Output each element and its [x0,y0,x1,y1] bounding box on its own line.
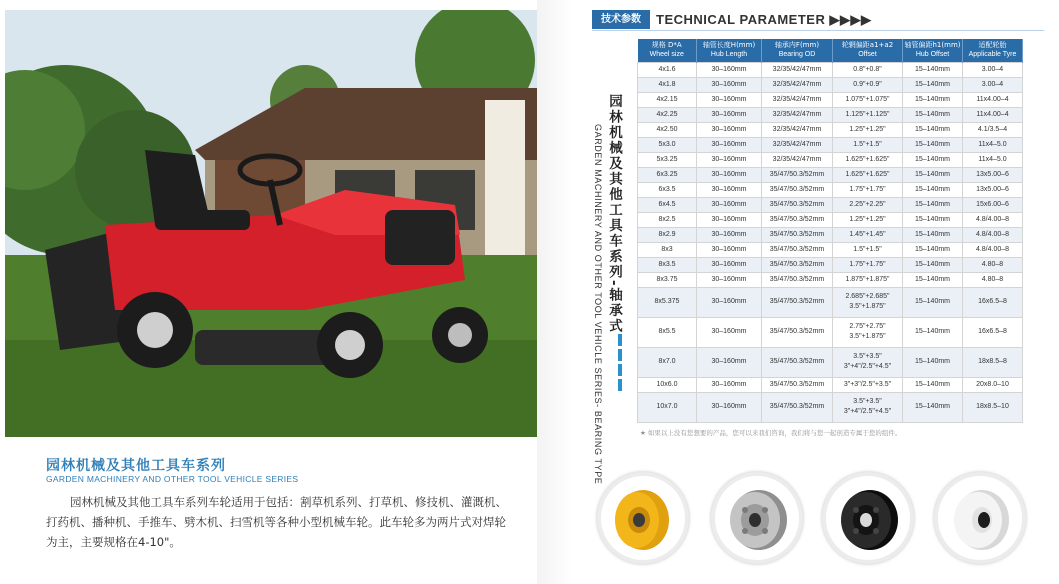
table-row [638,152,1023,167]
cell-hub-length: 30–160mm [697,242,762,257]
table-row [638,182,1023,197]
footnote: ★ 如果以上没有您想要的产品，您可以来我们咨询，我们将与您一起创造专属于您的组件。 [640,429,902,437]
table-row [638,77,1023,92]
cell-hub-offset: 15–140mm [903,347,963,377]
cell-hub-length: 30–160mm [697,92,762,107]
cell-hub-offset: 15–140mm [903,392,963,422]
offset-line-1: 2.685"+2.685" [845,293,890,300]
table-row [638,317,1023,347]
cell-offset: 1.75"+1.75" [833,182,903,197]
cell-wheel-size: 10x6.0 [638,377,697,392]
cell-offset [833,317,903,347]
cell-hub-offset: 15–140mm [903,167,963,182]
cell-offset: 1.625"+1.625" [833,167,903,182]
table-row [638,257,1023,272]
cell-hub-offset: 15–140mm [903,137,963,152]
table-row [638,107,1023,122]
cell-hub-length: 30–160mm [697,377,762,392]
cell-offset: 2.25"+2.25" [833,197,903,212]
table-row [638,287,1023,317]
cell-applicable-tyre: 11x4–5.0 [963,152,1023,167]
offset-line-1: 2.75"+2.75" [849,323,886,330]
cell-wheel-size: 4x1.6 [638,62,697,77]
offset-line-1: 3.5"+3.5" [853,398,882,405]
cell-applicable-tyre: 4.1/3.5–4 [963,122,1023,137]
cell-applicable-tyre: 16x6.5–8 [963,287,1023,317]
spec-table-header [638,39,1023,62]
header-applicable-tyre: 适配轮胎 Applicable Tyre [963,39,1023,62]
cell-wheel-size: 6x3.5 [638,182,697,197]
cell-wheel-size: 4x1.8 [638,77,697,92]
offset-line-2: 3"+4"/2.5"+4.5" [843,363,892,370]
vertical-series-title-cn: 园林机械及其他工具车系列-轴承式 [606,94,622,335]
cell-wheel-size: 8x2.9 [638,227,697,242]
header-hub-length: 轴管长度H(mm) Hub Length [697,39,762,62]
table-row [638,242,1023,257]
cell-hub-length: 30–160mm [697,167,762,182]
page-spine-shadow [537,0,597,584]
white-wheel-icon [934,472,1026,564]
cell-hub-offset: 15–140mm [903,257,963,272]
cell-bearing-od: 35/47/50.3/52mm [762,227,833,242]
spec-table-body [638,62,1023,422]
cell-wheel-size: 8x3 [638,242,697,257]
vertical-series-title-en: GARDEN MACHINERY AND OTHER TOOL VEHICLE SERIES- BEARING TYPE [593,124,603,485]
header-hub-offset: 轴管偏距h1(mm) Hub Offset [903,39,963,62]
cell-hub-length: 30–160mm [697,317,762,347]
cell-bearing-od: 35/47/50.3/52mm [762,272,833,287]
yellow-wheel-icon [597,472,689,564]
section-subtitle: GARDEN MACHINERY AND OTHER TOOL VEHICLE SERIES [46,474,299,484]
cell-wheel-size: 6x3.25 [638,167,697,182]
cell-wheel-size: 4x2.15 [638,92,697,107]
cell-applicable-tyre: 13x5.00–6 [963,182,1023,197]
header-divider [592,30,1044,31]
technical-parameter-badge: 技术参数 [592,10,650,29]
lawn-tractor-photo [5,10,537,437]
cell-wheel-size: 4x2.50 [638,122,697,137]
section-title: 园林机械及其他工具车系列 [46,458,226,474]
cell-offset: 1.875"+1.875" [833,272,903,287]
cell-bearing-od: 35/47/50.3/52mm [762,167,833,182]
table-row [638,92,1023,107]
cell-bearing-od: 32/35/42/47mm [762,137,833,152]
cell-hub-offset: 15–140mm [903,182,963,197]
cell-offset: 1.5"+1.5" [833,242,903,257]
cell-wheel-size: 4x2.25 [638,107,697,122]
table-row [638,62,1023,77]
cell-hub-offset: 15–140mm [903,62,963,77]
cell-bearing-od: 35/47/50.3/52mm [762,242,833,257]
cell-wheel-size: 8x5.5 [638,317,697,347]
table-row [638,272,1023,287]
cell-applicable-tyre: 11x4–5.0 [963,137,1023,152]
cell-applicable-tyre: 16x6.5–8 [963,317,1023,347]
cell-hub-offset: 15–140mm [903,242,963,257]
cell-offset: 1.075"+1.075" [833,92,903,107]
table-row [638,122,1023,137]
cell-offset: 3"+3"/2.5"+3.5" [833,377,903,392]
cell-hub-length: 30–160mm [697,137,762,152]
cell-applicable-tyre: 15x6.00–6 [963,197,1023,212]
table-row [638,197,1023,212]
table-row [638,377,1023,392]
cell-hub-offset: 15–140mm [903,152,963,167]
cell-offset: 1.25"+1.25" [833,212,903,227]
spec-table [637,39,1023,423]
cell-hub-length: 30–160mm [697,272,762,287]
section-description: 园林机械及其他工具车系列车轮适用于包括：割草机系列、打草机、修技机、灌溉机、打药机、播种机、手推车、劈木机、扫雪机等各种小型机械车轮。此车轮多为两片式对焊轮为主，主要规格在4-10"。 [46,495,507,549]
cell-hub-offset: 15–140mm [903,107,963,122]
cell-bearing-od: 35/47/50.3/52mm [762,257,833,272]
cell-bearing-od: 32/35/42/47mm [762,62,833,77]
cell-bearing-od: 35/47/50.3/52mm [762,392,833,422]
silver-wheel-icon [711,472,803,564]
cell-hub-length: 30–160mm [697,392,762,422]
cell-applicable-tyre: 11x4.00–4 [963,107,1023,122]
cell-offset [833,392,903,422]
cell-applicable-tyre: 4.80–8 [963,272,1023,287]
cell-hub-length: 30–160mm [697,77,762,92]
vertical-accent-bars [618,334,622,394]
cell-offset [833,347,903,377]
cell-bearing-od: 35/47/50.3/52mm [762,377,833,392]
cell-bearing-od: 35/47/50.3/52mm [762,347,833,377]
table-row [638,227,1023,242]
cell-offset [833,287,903,317]
cell-wheel-size: 8x5.375 [638,287,697,317]
cell-bearing-od: 35/47/50.3/52mm [762,182,833,197]
table-row [638,137,1023,152]
cell-hub-offset: 15–140mm [903,287,963,317]
cell-offset: 1.25"+1.25" [833,122,903,137]
offset-line-2: 3"+4"/2.5"+4.5" [843,408,892,415]
cell-hub-length: 30–160mm [697,62,762,77]
cell-applicable-tyre: 4.8/4.00–8 [963,227,1023,242]
cell-hub-offset: 15–140mm [903,122,963,137]
cell-offset: 0.9"+0.9" [833,77,903,92]
cell-hub-offset: 15–140mm [903,212,963,227]
cell-applicable-tyre: 3.00–4 [963,62,1023,77]
black-wheel-icon [822,472,914,564]
cell-hub-length: 30–160mm [697,197,762,212]
table-row [638,167,1023,182]
cell-bearing-od: 32/35/42/47mm [762,122,833,137]
cell-wheel-size: 8x2.5 [638,212,697,227]
table-row [638,392,1023,422]
cell-hub-length: 30–160mm [697,182,762,197]
cell-offset: 1.45"+1.45" [833,227,903,242]
cell-hub-length: 30–160mm [697,122,762,137]
cell-bearing-od: 35/47/50.3/52mm [762,287,833,317]
table-row [638,347,1023,377]
cell-offset: 1.625"+1.625" [833,152,903,167]
cell-offset: 1.125"+1.125" [833,107,903,122]
cell-hub-offset: 15–140mm [903,197,963,212]
cell-offset: 1.75"+1.75" [833,257,903,272]
cell-applicable-tyre: 13x5.00–6 [963,167,1023,182]
cell-hub-length: 30–160mm [697,107,762,122]
cell-wheel-size: 10x7.0 [638,392,697,422]
cell-applicable-tyre: 11x4.00–4 [963,92,1023,107]
cell-wheel-size: 5x3.0 [638,137,697,152]
header-wheel-size: 规格 D*A Wheel size [638,39,697,62]
cell-wheel-size: 6x4.5 [638,197,697,212]
cell-hub-offset: 15–140mm [903,377,963,392]
header-bearing-od: 轴承内F(mm) Bearing OD [762,39,833,62]
cell-offset: 1.5"+1.5" [833,137,903,152]
cell-hub-length: 30–160mm [697,257,762,272]
header-offset: 轮辋偏距a1+a2 Offset [833,39,903,62]
cell-hub-offset: 15–140mm [903,77,963,92]
cell-wheel-size: 8x7.0 [638,347,697,377]
cell-hub-offset: 15–140mm [903,272,963,287]
cell-wheel-size: 8x3.5 [638,257,697,272]
cell-bearing-od: 32/35/42/47mm [762,92,833,107]
cell-applicable-tyre: 18x8.5–8 [963,347,1023,377]
cell-applicable-tyre: 20x8.0–10 [963,377,1023,392]
cell-bearing-od: 35/47/50.3/52mm [762,212,833,227]
cell-bearing-od: 32/35/42/47mm [762,77,833,92]
cell-wheel-size: 5x3.25 [638,152,697,167]
cell-applicable-tyre: 4.8/4.00–8 [963,212,1023,227]
cell-bearing-od: 35/47/50.3/52mm [762,317,833,347]
cell-hub-length: 30–160mm [697,212,762,227]
offset-line-2: 3.5"+1.875" [849,303,886,310]
cell-hub-offset: 15–140mm [903,227,963,242]
cell-bearing-od: 35/47/50.3/52mm [762,197,833,212]
cell-hub-offset: 15–140mm [903,317,963,347]
offset-line-2: 3.5"+1.875" [849,333,886,340]
table-row [638,212,1023,227]
cell-hub-length: 30–160mm [697,287,762,317]
cell-applicable-tyre: 4.80–8 [963,257,1023,272]
cell-hub-length: 30–160mm [697,227,762,242]
cell-hub-offset: 15–140mm [903,92,963,107]
technical-parameter-title: TECHNICAL PARAMETER ▶▶▶▶ [656,12,872,27]
cell-applicable-tyre: 3.00–4 [963,77,1023,92]
cell-hub-length: 30–160mm [697,152,762,167]
cell-hub-length: 30–160mm [697,347,762,377]
cell-applicable-tyre: 4.8/4.00–8 [963,242,1023,257]
cell-wheel-size: 8x3.75 [638,272,697,287]
cell-offset: 0.8"+0.8" [833,62,903,77]
offset-line-1: 3.5"+3.5" [853,353,882,360]
cell-bearing-od: 32/35/42/47mm [762,107,833,122]
cell-applicable-tyre: 18x8.5–10 [963,392,1023,422]
cell-bearing-od: 32/35/42/47mm [762,152,833,167]
